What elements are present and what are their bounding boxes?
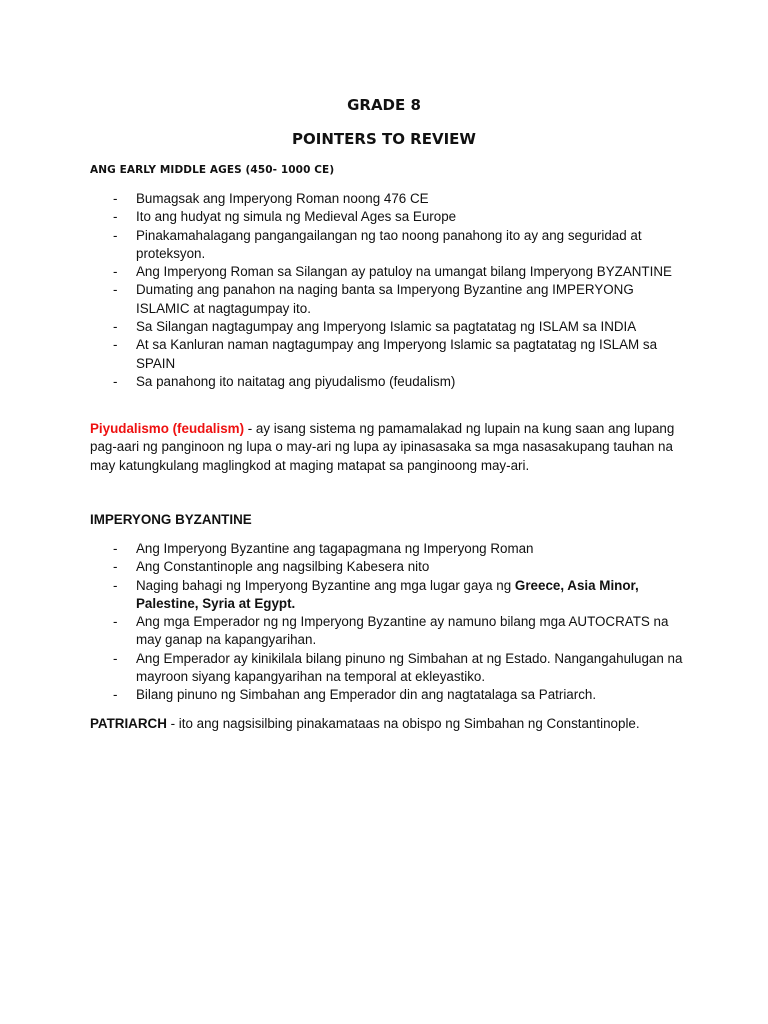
list-item bbox=[90, 263, 690, 281]
list-item-text: Bumagsak ang Imperyong Roman noong 476 CE bbox=[136, 191, 429, 206]
list-item bbox=[90, 281, 690, 318]
list-item bbox=[90, 686, 690, 704]
list-item-text: Sa panahong ito naitatag ang piyudalismo (feudalism) bbox=[136, 373, 456, 389]
list-item bbox=[90, 208, 690, 226]
dash-bullet: - bbox=[113, 559, 118, 575]
patriarch-term: PATRIARCH bbox=[90, 716, 167, 731]
list-item-text: Dumating ang panahon na naging banta sa Imperyong Byzantine ang IMPERYONG ISLAMIC at nagtagumpay ito. bbox=[136, 282, 634, 316]
list-item bbox=[90, 190, 690, 208]
dash-bullet: - bbox=[113, 614, 118, 630]
list-item-bold-places: Greece, Asia Minor, Palestine, Syria at Egypt. bbox=[136, 577, 639, 611]
feudalism-definition-text: - ay isang sistema ng pamamalakad ng lupain na kung saan ang lupang pag-aari ng panginoon ng lupa o may-ari ng lupa ay ipinasasaka sa mga nasasakupang tauhan na may katungkulang maglingkod at maging matapat sa panginoong may-ari. bbox=[90, 421, 675, 473]
dash-bullet: - bbox=[113, 650, 118, 666]
dash-bullet: - bbox=[113, 282, 118, 298]
list-item-text: Pinakamahalagang pangangailangan ng tao noong panahong ito ay ang seguridad at proteksyon. bbox=[136, 227, 642, 261]
list-item bbox=[90, 613, 690, 650]
section-heading-byzantine: IMPERYONG BYZANTINE bbox=[90, 512, 252, 527]
list-item bbox=[90, 336, 690, 373]
list-item bbox=[90, 558, 690, 576]
patriarch-definition bbox=[90, 715, 690, 733]
list-item bbox=[90, 577, 690, 614]
list-item-text: Ang Imperyong Byzantine ang tagapagmana ng Imperyong Roman bbox=[136, 541, 534, 556]
dash-bullet: - bbox=[113, 319, 118, 335]
section-heading-early-middle-ages: ANG EARLY MIDDLE AGES (450- 1000 CE) bbox=[90, 164, 335, 176]
list-item bbox=[90, 373, 690, 391]
feudalism-term: Piyudalismo (feudalism) bbox=[90, 421, 245, 436]
dash-bullet: - bbox=[113, 264, 118, 280]
list-item-text: Ang Constantinople ang nagsilbing Kabesera nito bbox=[136, 559, 430, 575]
dash-bullet: - bbox=[113, 227, 118, 243]
list-item bbox=[90, 227, 690, 264]
list-item-text: Ang mga Emperador ng ng Imperyong Byzantine ay namuno bilang mga AUTOCRATS na may ganap na kapangyarihan. bbox=[136, 614, 669, 648]
list-item-text: Naging bahagi ng Imperyong Byzantine ang mga lugar gaya ng bbox=[136, 577, 515, 593]
dash-bullet: - bbox=[113, 209, 118, 225]
feudalism-definition bbox=[90, 420, 690, 475]
list-item bbox=[90, 650, 690, 687]
dash-bullet: - bbox=[113, 373, 118, 389]
list-item-text: Ang Emperador ay kinikilala bilang pinuno ng Simbahan at ng Estado. Nangangahulugan na mayroon siyang kapangyarihan na temporal at ekleyastiko. bbox=[136, 650, 683, 685]
list-item-text: Ito ang hudyat ng simula ng Medieval Ages sa Europe bbox=[136, 209, 457, 225]
byzantine-list bbox=[90, 540, 690, 705]
list-item bbox=[90, 318, 690, 336]
list-item-text: Sa Silangan nagtagumpay ang Imperyong Islamic sa pagtatatag ng ISLAM sa INDIA bbox=[136, 319, 637, 335]
list-item bbox=[90, 540, 690, 558]
dash-bullet: - bbox=[113, 191, 118, 206]
list-item-text: At sa Kanluran naman nagtagumpay ang Imperyong Islamic sa pagtatatag ng ISLAM sa SPAIN bbox=[136, 337, 658, 371]
dash-bullet: - bbox=[113, 687, 118, 703]
document-title: GRADE 8 bbox=[347, 96, 421, 114]
early-middle-ages-list bbox=[90, 190, 690, 391]
patriarch-definition-text: - ito ang nagsisilbing pinakamataas na obispo ng Simbahan ng Constantinople. bbox=[166, 716, 640, 731]
list-item-text: Bilang pinuno ng Simbahan ang Emperador din ang nagtatalaga sa Patriarch. bbox=[136, 687, 597, 703]
document-subtitle: POINTERS TO REVIEW bbox=[292, 130, 476, 148]
list-item-text: Ang Imperyong Roman sa Silangan ay patuloy na umangat bilang Imperyong BYZANTINE bbox=[136, 264, 672, 280]
dash-bullet: - bbox=[113, 577, 118, 593]
dash-bullet: - bbox=[113, 337, 118, 353]
dash-bullet: - bbox=[113, 541, 118, 556]
